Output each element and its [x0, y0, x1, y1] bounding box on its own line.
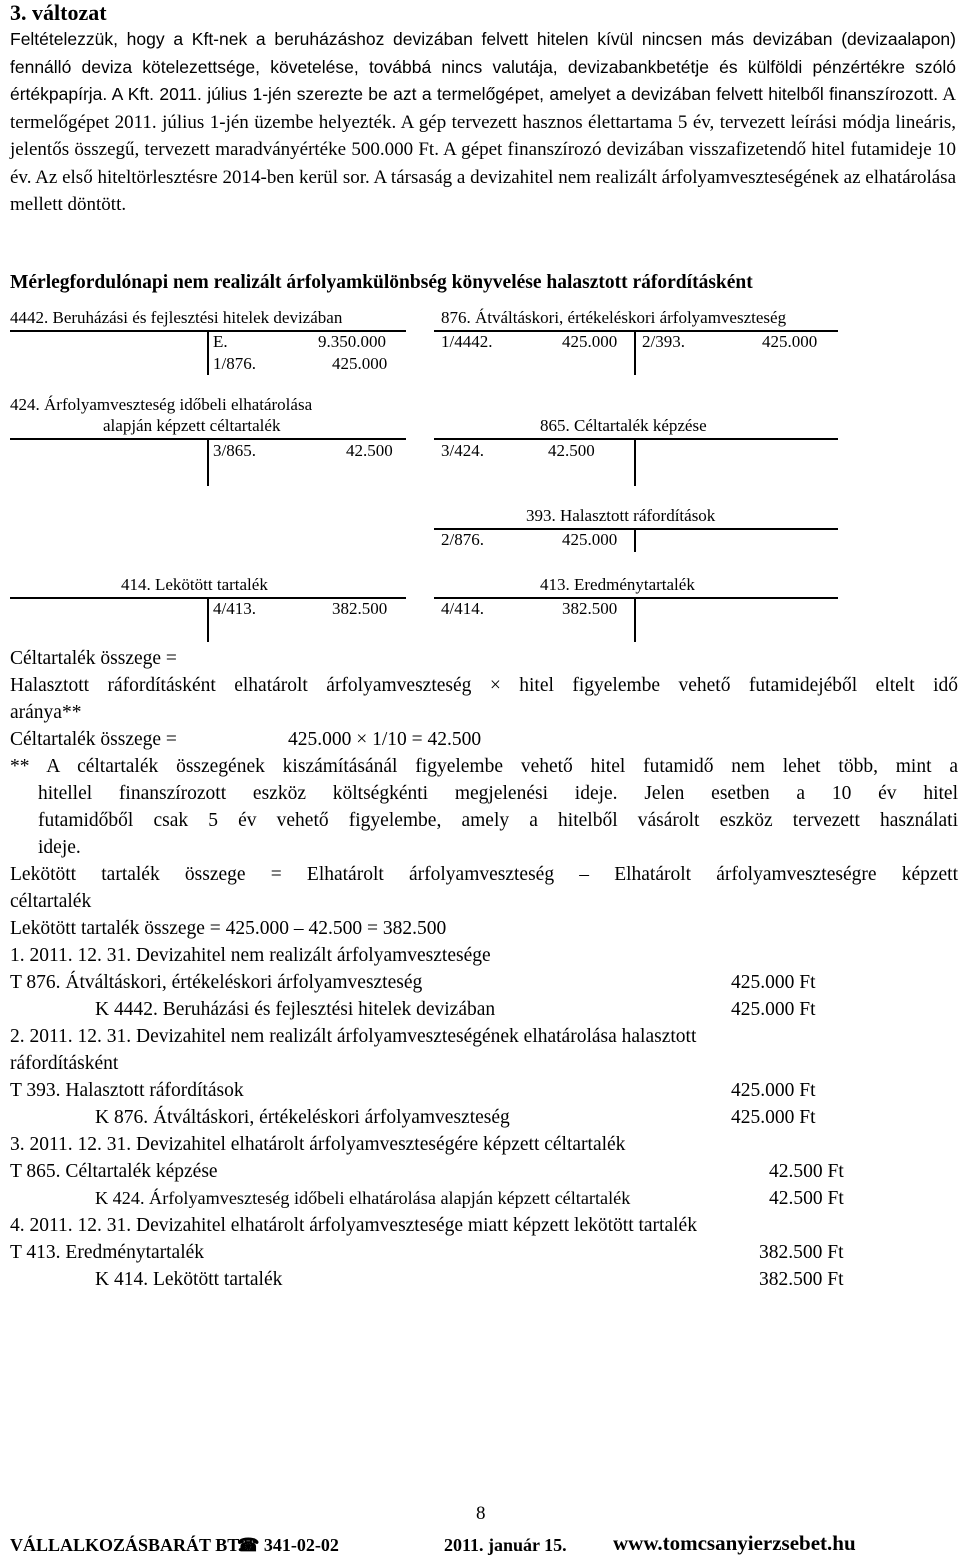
- entry-ref: 1/4442.: [441, 332, 493, 351]
- calc-line: Céltartalék összege =: [10, 648, 177, 669]
- account-title: 413. Eredménytartalék: [540, 575, 695, 594]
- entry-amount: 425.000: [562, 530, 618, 549]
- t-account-divider: [207, 438, 209, 486]
- intro-text-part1: Feltételezzük, hogy a Kft-nek a beruházáshoz devizában felvett hitelen kívül nincsen más devizában (devizaalapon) fennálló deviza kötelezettsége, követelése, továbbá nincs valutája, devizabankbetétje és külföldi pénzértékre szóló értékpapírja. A Kft. 2011. július 1-jén szerezte be azt a termelőgépet, amelyet a devizában felvett hitelből finanszírozott.: [10, 29, 956, 104]
- entry-credit: K 4442. Beruházási és fejlesztési hitelek devizában: [95, 999, 496, 1020]
- t-account-top-line: [434, 528, 838, 530]
- entry-ref: 3/865.: [213, 441, 256, 460]
- t-account-divider: [634, 330, 636, 375]
- entry-credit-amount: 425.000 Ft: [731, 1107, 816, 1128]
- footer-date: 2011. január 15.: [444, 1535, 567, 1555]
- entry-credit-amount: 425.000 Ft: [731, 999, 816, 1020]
- entry-debit-amount: 42.500 Ft: [769, 1161, 844, 1182]
- footer-phone: ☎ 341-02-02: [237, 1535, 339, 1555]
- entry-credit-amount: 382.500 Ft: [759, 1269, 844, 1290]
- entry-amount: 42.500: [548, 441, 595, 460]
- calc-line: aránya**: [10, 702, 82, 723]
- account-title: 393. Halasztott ráfordítások: [526, 506, 716, 525]
- account-title: 865. Céltartalék képzése: [540, 416, 707, 435]
- t-account-divider: [207, 597, 209, 642]
- footer-website[interactable]: www.tomcsanyierzsebet.hu: [613, 1531, 856, 1555]
- entry-ref: 4/414.: [441, 599, 484, 618]
- entry-credit: K 876. Átváltáskori, értékeléskori árfolyamveszteség: [95, 1107, 510, 1128]
- page-number: 8: [476, 1503, 486, 1524]
- footnote-line: hitellel finanszírozott eszköz költségkénti megjelenési ideje. Jelen esetben a 10 év hitel: [38, 783, 958, 804]
- section-heading: 3. változat: [10, 0, 107, 25]
- entry-amount: 425.000: [332, 354, 388, 373]
- entry-debit-amount: 425.000 Ft: [731, 1080, 816, 1101]
- account-title: 4442. Beruházási és fejlesztési hitelek devizában: [10, 308, 343, 327]
- entry-heading: 3. 2011. 12. 31. Devizahitel elhatárolt árfolyamveszteségére képzett céltartalék: [10, 1134, 626, 1155]
- account-title: 876. Átváltáskori, értékeléskori árfolyamveszteség: [441, 308, 787, 327]
- entry-debit-amount: 382.500 Ft: [759, 1242, 844, 1263]
- calc-line: 425.000 × 1/10 = 42.500: [288, 729, 482, 750]
- entry-ref: 2/876.: [441, 530, 484, 549]
- account-title: 414. Lekötött tartalék: [121, 575, 268, 594]
- entry-amount: 9.350.000: [318, 332, 386, 351]
- entry-amount: 425.000: [562, 332, 618, 351]
- entry-ref: 3/424.: [441, 441, 484, 460]
- calc-line: Lekötött tartalék összege = 425.000 – 42.500 = 382.500: [10, 918, 447, 939]
- entry-ref: 2/393.: [642, 332, 685, 351]
- footnote-line: ** A céltartalék összegének kiszámításánál figyelembe vehető hitel futamidő nem lehet több, mint a: [10, 756, 958, 777]
- entry-debit: T 413. Eredménytartalék: [10, 1242, 205, 1263]
- calc-line: Céltartalék összege =: [10, 729, 177, 750]
- footnote-line: futamidőből csak 5 év vehető figyelembe, amely a hitelből vásárolt eszköz tervezett használati: [38, 810, 958, 831]
- entry-debit: T 865. Céltartalék képzése: [10, 1161, 218, 1182]
- entry-ref: 4/413.: [213, 599, 256, 618]
- t-account-divider: [207, 330, 209, 375]
- calc-line: céltartalék: [10, 891, 92, 912]
- entry-debit: T 393. Halasztott ráfordítások: [10, 1080, 244, 1101]
- entry-credit: K 414. Lekötött tartalék: [95, 1269, 283, 1290]
- entry-credit: K 424. Árfolyamveszteség időbeli elhatárolása alapján képzett céltartalék: [95, 1188, 631, 1208]
- t-account-divider: [634, 438, 636, 486]
- entry-ref: 1/876.: [213, 354, 256, 373]
- calc-line: Halasztott ráfordításként elhatárolt árfolyamveszteség × hitel figyelembe vehető futamidejéből eltelt idő: [10, 675, 958, 696]
- entry-heading: 4. 2011. 12. 31. Devizahitel elhatárolt árfolyamvesztesége miatt képzett lekötött tartalék: [10, 1215, 697, 1236]
- entry-credit-amount: 42.500 Ft: [769, 1188, 844, 1209]
- footnote-line: ideje.: [38, 837, 81, 858]
- t-account-top-line: [434, 438, 838, 440]
- account-title-line1: 424. Árfolyamveszteség időbeli elhatárolása: [10, 395, 313, 414]
- subheading: Mérlegfordulónapi nem realizált árfolyamkülönbség könyvelése halasztott ráfordításként: [10, 272, 753, 293]
- t-account-top-line: [434, 597, 838, 599]
- account-title-line2: alapján képzett céltartalék: [103, 416, 281, 435]
- entry-amount: 382.500: [562, 599, 618, 618]
- entry-heading: 2. 2011. 12. 31. Devizahitel nem realizált árfolyamveszteségének elhatárolása halasztott: [10, 1026, 697, 1047]
- entry-debit-amount: 425.000 Ft: [731, 972, 816, 993]
- entry-amount: 425.000: [762, 332, 818, 351]
- footer-company: VÁLLALKOZÁSBARÁT BT.: [10, 1535, 243, 1555]
- t-account-divider: [634, 597, 636, 642]
- entry-heading: 1. 2011. 12. 31. Devizahitel nem realizált árfolyamvesztesége: [10, 945, 491, 966]
- entry-heading-cont: ráfordításként: [10, 1053, 119, 1074]
- entry-amount: 42.500: [346, 441, 393, 460]
- intro-text-part2: A termelőgépet 2011. július 1-jén üzembe helyezték. A gép tervezett hasznos élettartama 5 év, tervezett leírási módja lineáris, jelentős összegű, tervezett maradványértéke 500.000 Ft. A gépet finanszírozó devizában visszafizetendő hitel futamideje 10 év. Az első hiteltörlesztésre 2014-ben kerül sor. A társaság a devizahitel nem realizált árfolyamveszteségének az elhatárolása mellett döntött.: [10, 84, 956, 215]
- entry-debit: T 876. Átváltáskori, értékeléskori árfolyamveszteség: [10, 972, 423, 993]
- entry-amount: 382.500: [332, 599, 388, 618]
- entry-ref: E.: [213, 332, 228, 351]
- calc-line: Lekötött tartalék összege = Elhatárolt árfolyamveszteség – Elhatárolt árfolyamveszteségre képzett: [10, 864, 958, 885]
- t-account-divider: [634, 528, 636, 552]
- intro-paragraph: [10, 26, 956, 219]
